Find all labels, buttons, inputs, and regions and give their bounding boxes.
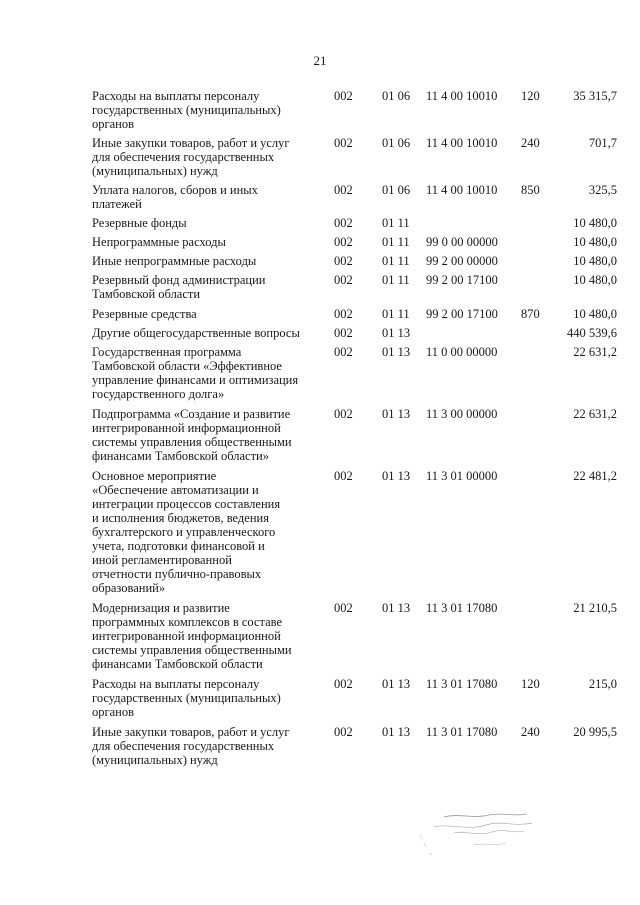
row-gr: 002 <box>334 183 353 197</box>
row-gr: 002 <box>334 307 353 321</box>
row-sum: 21 210,5 <box>573 601 617 615</box>
row-rz: 01 11 <box>382 235 410 249</box>
row-rz: 01 11 <box>382 273 410 287</box>
row-name-line: иной регламентированной <box>92 553 232 567</box>
row-rz: 01 13 <box>382 345 411 359</box>
row-name <box>92 601 326 671</box>
row-name-line: отчетности публично-правовых <box>92 567 262 581</box>
row-name-line: Модернизация и развитие <box>92 601 230 615</box>
row-name-line: органов <box>92 705 135 719</box>
row-rz: 01 11 <box>382 216 410 230</box>
row-name-line: Резервный фонд администрации <box>92 273 266 287</box>
row-sum: 22 631,2 <box>573 345 617 359</box>
row-sum: 325,5 <box>588 183 617 197</box>
row-cs: 11 3 01 17080 <box>426 601 498 615</box>
row-name-line: (муниципальных) нужд <box>92 164 218 178</box>
row-name-line: Подпрограмма «Создание и развитие <box>92 407 291 421</box>
row-cs: 11 3 01 17080 <box>426 725 498 739</box>
row-name-line: бухгалтерского и управленческого <box>92 525 276 539</box>
table-row <box>92 183 617 211</box>
table-row <box>92 89 617 131</box>
table-row <box>92 469 617 595</box>
table-row <box>92 725 617 767</box>
row-name-line: Уплата налогов, сборов и иных <box>92 183 258 197</box>
row-name <box>92 307 326 321</box>
row-gr: 002 <box>334 254 353 268</box>
row-gr: 002 <box>334 216 353 230</box>
row-cs: 99 0 00 00000 <box>426 235 498 249</box>
row-name-line: учета, подготовки финансовой и <box>92 539 265 553</box>
row-gr: 002 <box>334 326 353 340</box>
row-name-line: Тамбовской области <box>92 287 201 301</box>
row-name-line: образований» <box>92 581 166 595</box>
row-name-line: финансами Тамбовской области» <box>92 449 269 463</box>
row-cs: 11 0 00 00000 <box>426 345 498 359</box>
row-name-line: финансами Тамбовской области <box>92 657 263 671</box>
row-rz: 01 13 <box>382 407 411 421</box>
table-row <box>92 136 617 178</box>
row-sum: 215,0 <box>588 677 617 691</box>
row-sum: 10 480,0 <box>573 307 617 321</box>
row-rz: 01 13 <box>382 601 411 615</box>
row-gr: 002 <box>334 601 353 615</box>
row-rz: 01 06 <box>382 183 411 197</box>
row-name-line: Иные непрограммные расходы <box>92 254 257 268</box>
row-cs: 11 3 01 00000 <box>426 469 498 483</box>
row-name <box>92 345 326 401</box>
row-cs: 11 3 00 00000 <box>426 407 498 421</box>
row-name-line: системы управления общественными <box>92 435 292 449</box>
row-gr: 002 <box>334 273 353 287</box>
row-gr: 002 <box>334 235 353 249</box>
row-name <box>92 677 326 719</box>
row-name-line: органов <box>92 117 135 131</box>
row-name <box>92 89 326 131</box>
table-row <box>92 677 617 719</box>
row-name-line: государственных (муниципальных) <box>92 691 281 705</box>
row-name-line: Резервные фонды <box>92 216 187 230</box>
row-name <box>92 136 326 178</box>
row-sum: 35 315,7 <box>573 89 617 103</box>
row-name-line: платежей <box>92 197 142 211</box>
row-name-line: интегрированной информационной <box>92 629 281 643</box>
row-sum: 10 480,0 <box>573 273 617 287</box>
row-sum: 22 481,2 <box>573 469 617 483</box>
row-name-line: Другие общегосударственные вопросы <box>92 326 300 340</box>
row-rz: 01 13 <box>382 725 411 739</box>
row-vr: 120 <box>521 89 540 103</box>
row-name-line: Иные закупки товаров, работ и услуг <box>92 136 290 150</box>
row-name-line: Расходы на выплаты персоналу <box>92 89 260 103</box>
table-row <box>92 273 617 301</box>
row-sum: 20 995,5 <box>573 725 617 739</box>
row-gr: 002 <box>334 725 353 739</box>
row-cs: 99 2 00 17100 <box>426 273 498 287</box>
row-cs: 11 3 01 17080 <box>426 677 498 691</box>
row-name <box>92 469 326 595</box>
row-sum: 22 631,2 <box>573 407 617 421</box>
row-gr: 002 <box>334 89 353 103</box>
table-row <box>92 601 617 671</box>
row-name-line: Государственная программа <box>92 345 242 359</box>
table-row <box>92 326 617 340</box>
row-name-line: государственных (муниципальных) <box>92 103 281 117</box>
row-name-line: государственного долга» <box>92 387 225 401</box>
row-sum: 440 539,6 <box>567 326 617 340</box>
row-rz: 01 13 <box>382 469 411 483</box>
row-name-line: Тамбовской области «Эффективное <box>92 359 282 373</box>
row-rz: 01 11 <box>382 307 410 321</box>
row-rz: 01 13 <box>382 326 411 340</box>
row-name-line: интегрированной информационной <box>92 421 281 435</box>
row-name <box>92 183 326 211</box>
row-name <box>92 407 326 463</box>
row-name-line: управление финансами и оптимизация <box>92 373 299 387</box>
row-name-line: для обеспечения государственных <box>92 150 275 164</box>
row-cs: 11 4 00 10010 <box>426 136 498 150</box>
row-name-line: Непрограммные расходы <box>92 235 226 249</box>
row-name-line: Иные закупки товаров, работ и услуг <box>92 725 290 739</box>
row-name-line: Основное мероприятие <box>92 469 217 483</box>
budget-table <box>92 89 617 767</box>
row-gr: 002 <box>334 469 353 483</box>
row-gr: 002 <box>334 345 353 359</box>
row-sum: 10 480,0 <box>573 235 617 249</box>
row-name-line: и исполнения бюджетов, ведения <box>92 511 269 525</box>
row-sum: 10 480,0 <box>573 216 617 230</box>
row-name-line: системы управления общественными <box>92 643 292 657</box>
row-cs: 11 4 00 10010 <box>426 89 498 103</box>
row-name <box>92 254 326 268</box>
row-rz: 01 06 <box>382 89 411 103</box>
row-cs: 99 2 00 17100 <box>426 307 498 321</box>
row-sum: 701,7 <box>588 136 617 150</box>
row-name <box>92 725 326 767</box>
row-name-line: программных комплексов в составе <box>92 615 283 629</box>
page-number: 21 <box>313 53 327 68</box>
row-name-line: Расходы на выплаты персоналу <box>92 677 260 691</box>
row-gr: 002 <box>334 677 353 691</box>
row-name <box>92 235 326 249</box>
row-name <box>92 326 326 340</box>
row-name-line: интеграции процессов составления <box>92 497 281 511</box>
row-rz: 01 11 <box>382 254 410 268</box>
stamp-mark <box>414 805 554 865</box>
table-row <box>92 216 617 230</box>
row-vr: 240 <box>521 136 540 150</box>
row-vr: 850 <box>521 183 540 197</box>
row-name-line: «Обеспечение автоматизации и <box>92 483 259 497</box>
row-rz: 01 06 <box>382 136 411 150</box>
row-vr: 120 <box>521 677 540 691</box>
row-rz: 01 13 <box>382 677 411 691</box>
row-gr: 002 <box>334 136 353 150</box>
table-row <box>92 235 617 249</box>
row-name-line: (муниципальных) нужд <box>92 753 218 767</box>
row-cs: 99 2 00 00000 <box>426 254 498 268</box>
row-name <box>92 273 326 301</box>
row-sum: 10 480,0 <box>573 254 617 268</box>
table-row <box>92 254 617 268</box>
row-cs: 11 4 00 10010 <box>426 183 498 197</box>
row-name-line: для обеспечения государственных <box>92 739 275 753</box>
table-row <box>92 345 617 401</box>
table-row <box>92 407 617 463</box>
row-vr: 870 <box>521 307 540 321</box>
row-name-line: Резервные средства <box>92 307 197 321</box>
row-vr: 240 <box>521 725 540 739</box>
table-row <box>92 307 617 321</box>
row-name <box>92 216 326 230</box>
row-gr: 002 <box>334 407 353 421</box>
